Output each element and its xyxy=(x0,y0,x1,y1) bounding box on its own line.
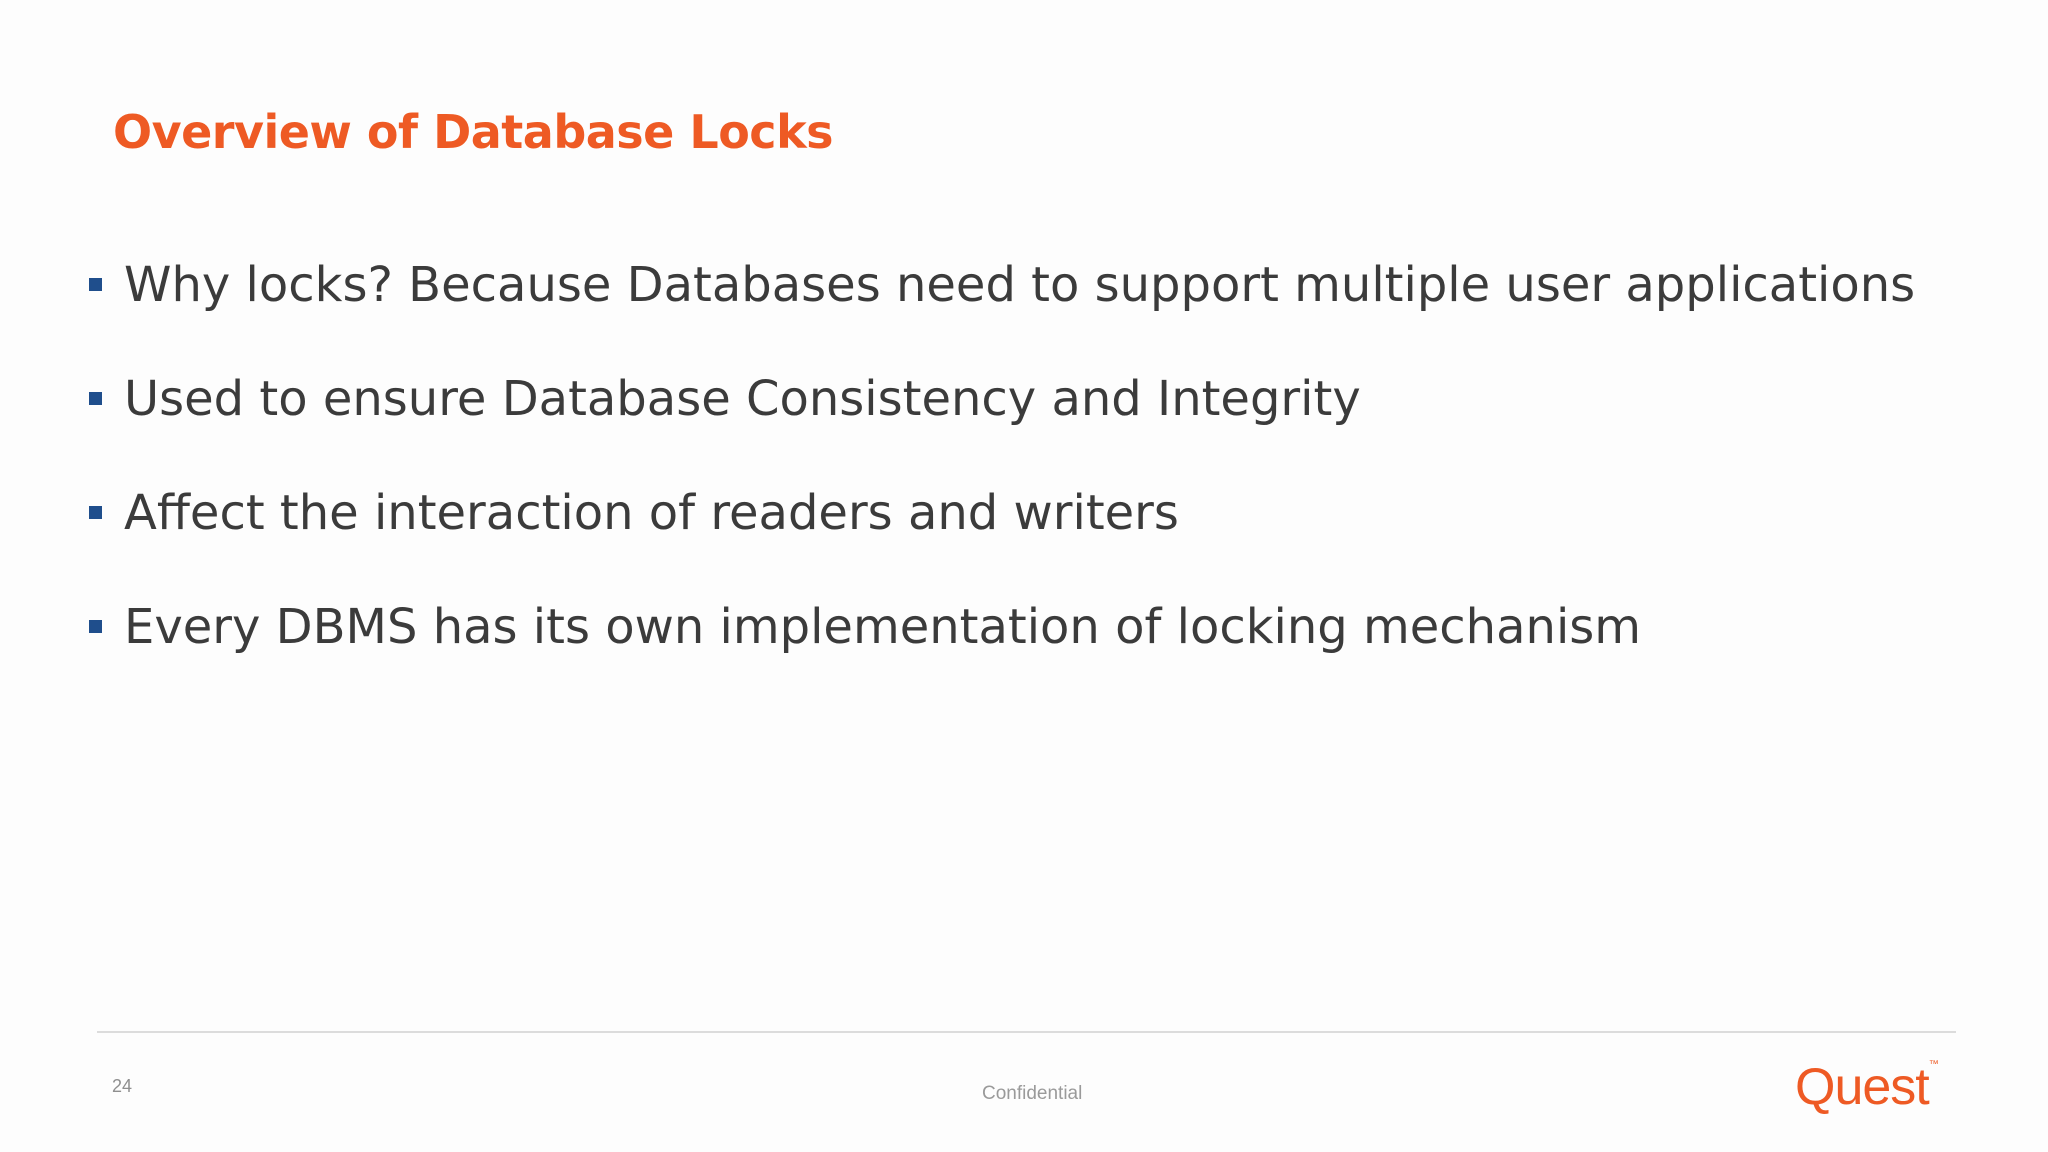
square-bullet-icon xyxy=(89,620,102,633)
trademark-icon: ™ xyxy=(1928,1059,1939,1070)
confidential-label: Confidential xyxy=(982,1083,1083,1104)
bullet-text: Used to ensure Database Consistency and Integrity xyxy=(124,371,1361,427)
square-bullet-icon xyxy=(89,392,102,405)
quest-logo xyxy=(1795,1058,1939,1116)
bullet-item xyxy=(88,364,1915,478)
bullet-text: Why locks? Because Databases need to support multiple user applications xyxy=(124,257,1916,313)
footer-divider xyxy=(97,1031,1956,1033)
bullet-list xyxy=(88,250,1915,706)
bullet-item xyxy=(88,592,1915,706)
square-bullet-icon xyxy=(89,506,102,519)
logo-text: Quest xyxy=(1795,1058,1929,1116)
bullet-item xyxy=(88,250,1915,364)
page-number: 24 xyxy=(112,1076,133,1096)
square-bullet-icon xyxy=(89,278,102,291)
slide-title: Overview of Database Locks xyxy=(113,105,834,159)
bullet-item xyxy=(88,478,1915,592)
bullet-text: Every DBMS has its own implementation of locking mechanism xyxy=(124,599,1642,655)
bullet-text: Affect the interaction of readers and writers xyxy=(124,485,1179,541)
